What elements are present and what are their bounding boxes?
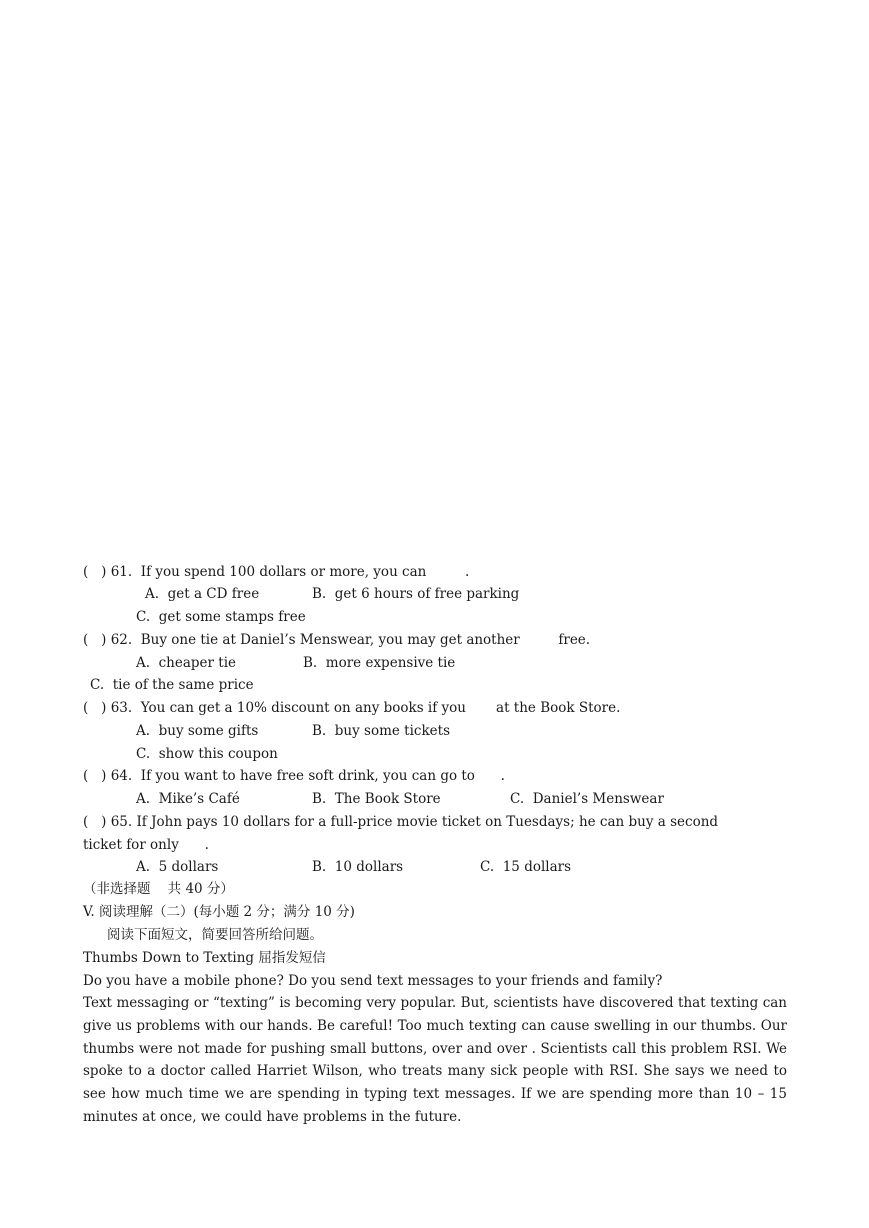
question-61-option-c: C. get some stamps free <box>136 609 306 625</box>
question-62-stem: ( ) 62. Buy one tie at Daniel’s Menswear, you may get another free. <box>83 632 591 648</box>
question-63-stem: ( ) 63. You can get a 10% discount on any books if you at the Book Store. <box>83 700 621 716</box>
question-64-option-a: A. Mike’s Café <box>136 791 240 807</box>
question-64-option-b: B. The Book Store <box>312 791 441 807</box>
question-62-option-a: A. cheaper tie <box>136 655 237 671</box>
passage-body: Text messaging or “texting” is becoming very popular. But, scientists have discovered that texting can give us problems with our hands. Be careful! Too much texting can cause swelling in our thumbs. Our thumbs were not made for pushing small buttons, over and over . Scientists call this problem RSI. We spoke to a doctor called Harriet Wilson, who treats many sick people with RSI. She says we need to see how much time we are spending in typing text messages. If we are spending more than 10 – 15 minutes at once, we could have problems in the future. <box>83 995 787 1125</box>
question-61-option-b: B. get 6 hours of free parking <box>312 586 520 602</box>
question-63-option-c: C. show this coupon <box>136 746 278 762</box>
question-62-option-b: B. more expensive tie <box>303 655 456 671</box>
question-61-option-a: A. get a CD free <box>145 586 260 602</box>
question-64-option-c: C. Daniel’s Menswear <box>510 791 664 807</box>
question-65-stem-line1: ( ) 65. If John pays 10 dollars for a full-price movie ticket on Tuesdays; he can buy a second <box>83 814 719 830</box>
section-v-title: V. 阅读理解（二）(每小题 2 分；满分 10 分) <box>83 904 355 920</box>
question-65-stem-line2: ticket for only . <box>83 837 209 853</box>
passage-title: Thumbs Down to Texting 屈指发短信 <box>83 950 326 966</box>
question-61-stem: ( ) 61. If you spend 100 dollars or more, you can . <box>83 564 470 580</box>
question-63-option-a: A. buy some gifts <box>136 723 259 739</box>
question-62-option-c: C. tie of the same price <box>90 677 254 693</box>
question-65-option-c: C. 15 dollars <box>480 859 572 875</box>
question-64-stem: ( ) 64. If you want to have free soft drink, you can go to . <box>83 768 505 784</box>
question-63-option-b: B. buy some tickets <box>312 723 451 739</box>
passage-intro: Do you have a mobile phone? Do you send text messages to your friends and family? <box>83 973 663 989</box>
question-65-option-a: A. 5 dollars <box>136 859 219 875</box>
instruction-text: 阅读下面短文，简要回答所给问题。 <box>107 927 323 943</box>
question-65-option-b: B. 10 dollars <box>312 859 404 875</box>
section-heading: （非选择题 共 40 分） <box>83 881 234 897</box>
